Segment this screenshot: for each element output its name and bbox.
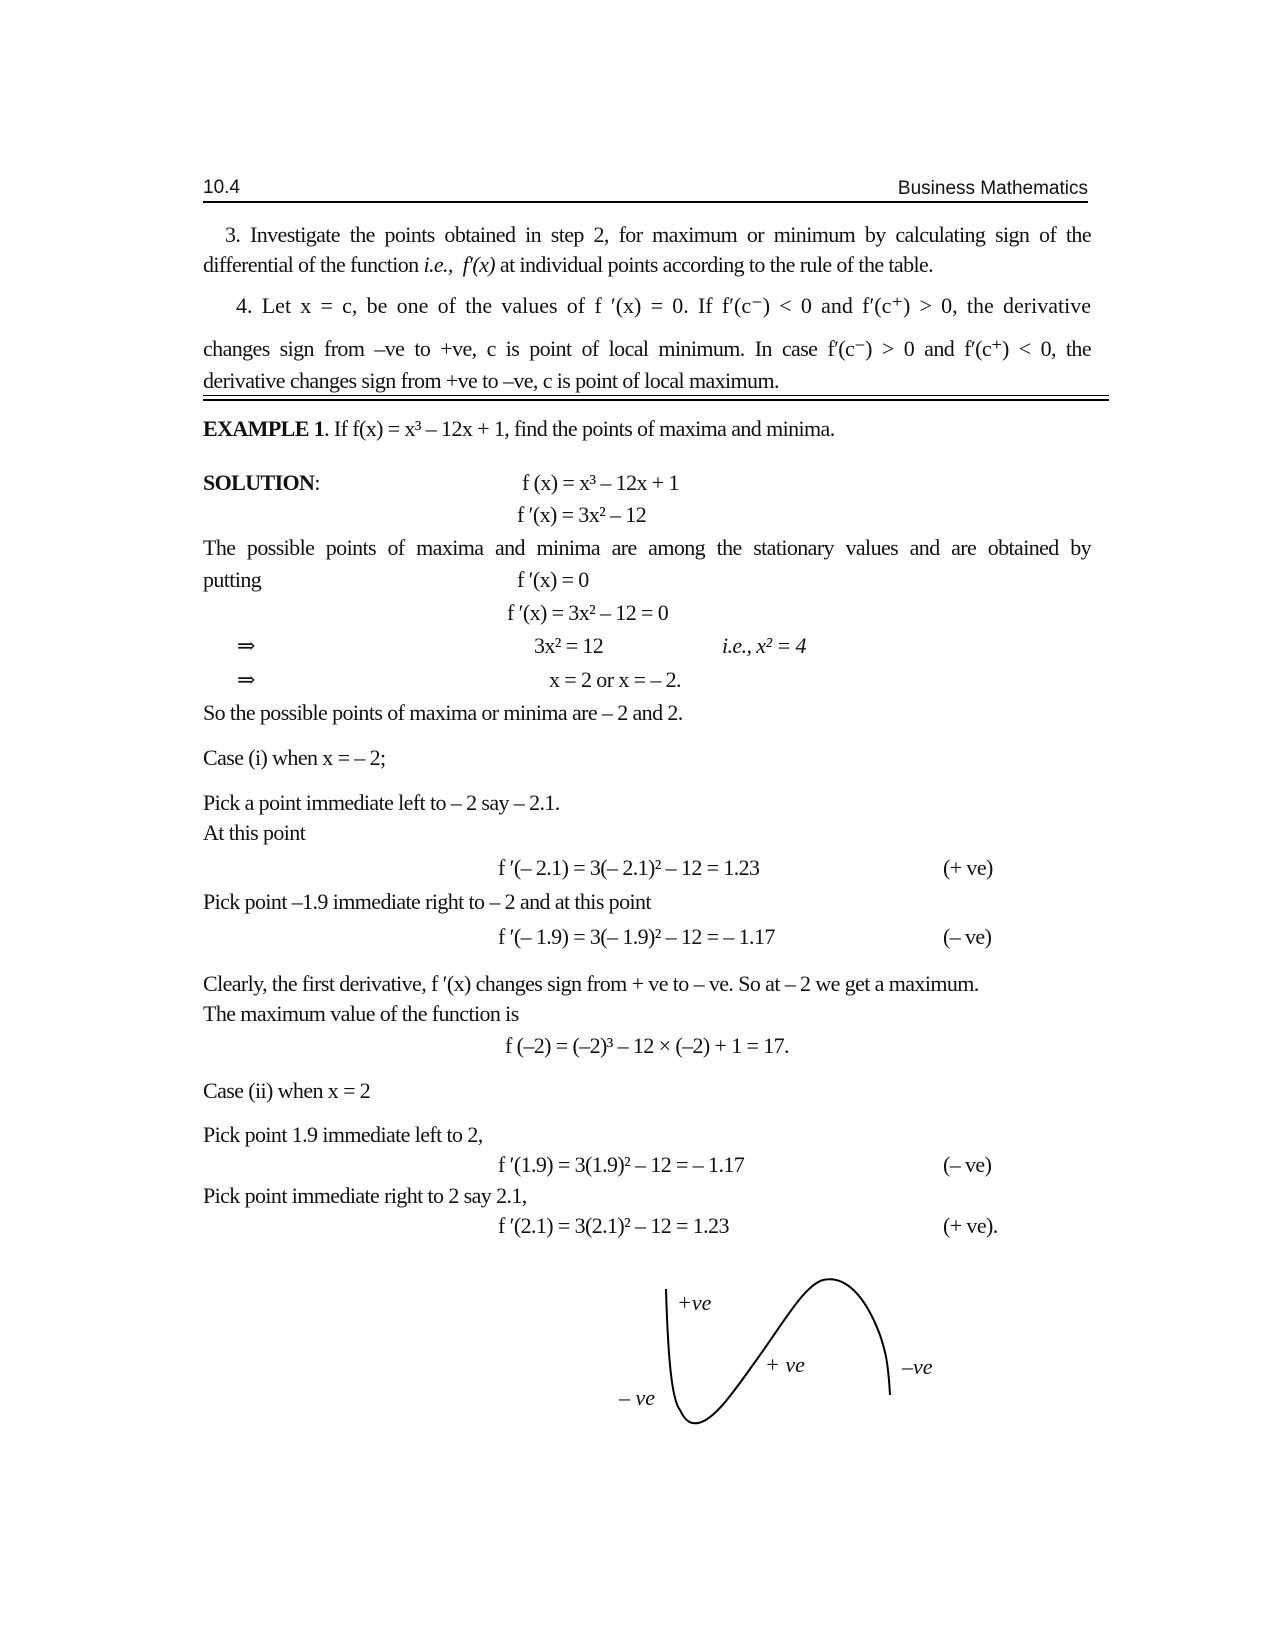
case1-conclusion: Clearly, the first derivative, f ′(x) changes sign from + ve to – ve. So at – 2 we get a maximum. <box>203 971 979 996</box>
step4-line2: changes sign from –ve to +ve, c is point of local minimum. In case f′(c⁻) > 0 and f′(c⁺) < 0, the <box>203 336 1091 361</box>
implies-icon: ⇒ <box>237 667 255 692</box>
label-bottom-left: – ve <box>619 1385 656 1410</box>
case1-pick-right: Pick point –1.9 immediate right to – 2 and at this point <box>203 889 651 914</box>
derivative-sign-diagram <box>580 1260 960 1460</box>
step4-paragraph <box>203 293 1091 319</box>
solution-heading: SOLUTION: <box>203 470 320 495</box>
eq-ie: i.e., x² = 4 <box>722 633 806 658</box>
case1-eq-right: f ′(– 1.9) = 3(– 1.9)² – 12 = – 1.17 <box>498 924 775 949</box>
case2-title: Case (ii) when x = 2 <box>203 1078 371 1103</box>
label-top-left: +ve <box>677 1290 712 1315</box>
label-right: –ve <box>902 1354 933 1379</box>
implies-icon: ⇒ <box>237 633 255 658</box>
case1-title: Case (i) when x = – 2; <box>203 745 386 770</box>
case1-max-intro: The maximum value of the function is <box>203 1001 519 1026</box>
case1-sign-left: (+ ve) <box>943 855 993 880</box>
case1-max-eq: f (–2) = (–2)³ – 12 × (–2) + 1 = 17. <box>505 1033 789 1058</box>
step3-paragraph <box>203 222 1091 248</box>
eq-x: x = 2 or x = – 2. <box>549 667 681 692</box>
step4-line3: derivative changes sign from +ve to –ve, c is point of local maximum. <box>203 368 779 393</box>
label-middle: + ve <box>765 1352 805 1377</box>
step4-line1: 4. Let x = c, be one of the values of f ′(x) = 0. If f′(c⁻) < 0 and f′(c⁺) > 0, the derivative <box>236 293 1091 318</box>
putting-label: putting <box>203 567 262 592</box>
running-title: Business Mathematics <box>897 178 1088 199</box>
case2-pick-left: Pick point 1.9 immediate left to 2, <box>203 1122 483 1147</box>
eq-3x2: 3x² = 12 <box>534 633 604 658</box>
case1-at-point: At this point <box>203 820 306 845</box>
section-divider <box>203 395 1109 401</box>
case2-eq-right: f ′(2.1) = 3(2.1)² – 12 = 1.23 <box>498 1213 729 1238</box>
step4-line2-wrap <box>203 336 1091 362</box>
case2-sign-left: (– ve) <box>943 1152 992 1177</box>
step3-line1: 3. Investigate the points obtained in step 2, for maximum or minimum by calculating sign of the <box>225 222 1091 247</box>
possible-line1: The possible points of maxima and minima are among the stationary values and are obtained by <box>203 535 1091 560</box>
page-header <box>203 175 1088 203</box>
case1-sign-right: (– ve) <box>943 924 992 949</box>
example-label: EXAMPLE 1 <box>203 416 325 441</box>
eq-fprime-zero: f ′(x) = 0 <box>517 567 589 592</box>
eq-fprime: f ′(x) = 3x² – 12 <box>517 502 647 527</box>
page-number: 10.4 <box>203 177 240 198</box>
case1-pick-left: Pick a point immediate left to – 2 say – 2.1. <box>203 790 560 815</box>
step3-line2: differential of the function i.e., f′(x) at individual points according to the rule of the table. <box>203 252 934 277</box>
case1-eq-left: f ′(– 2.1) = 3(– 2.1)² – 12 = 1.23 <box>498 855 760 880</box>
case2-sign-right: (+ ve). <box>943 1213 998 1238</box>
fprime-x: f′(x) <box>462 252 495 277</box>
case2-pick-right: Pick point immediate right to 2 say 2.1, <box>203 1183 527 1208</box>
example-statement: EXAMPLE 1. If f(x) = x³ – 12x + 1, find the points of maxima and minima. <box>203 416 835 441</box>
case2-eq-left: f ′(1.9) = 3(1.9)² – 12 = – 1.17 <box>498 1152 745 1177</box>
possible-points: So the possible points of maxima or minima are – 2 and 2. <box>203 700 683 725</box>
eq-fx: f (x) = x³ – 12x + 1 <box>522 470 679 495</box>
eq-fprime-solve: f ′(x) = 3x² – 12 = 0 <box>507 600 669 625</box>
possible-line-wrap <box>203 535 1091 561</box>
